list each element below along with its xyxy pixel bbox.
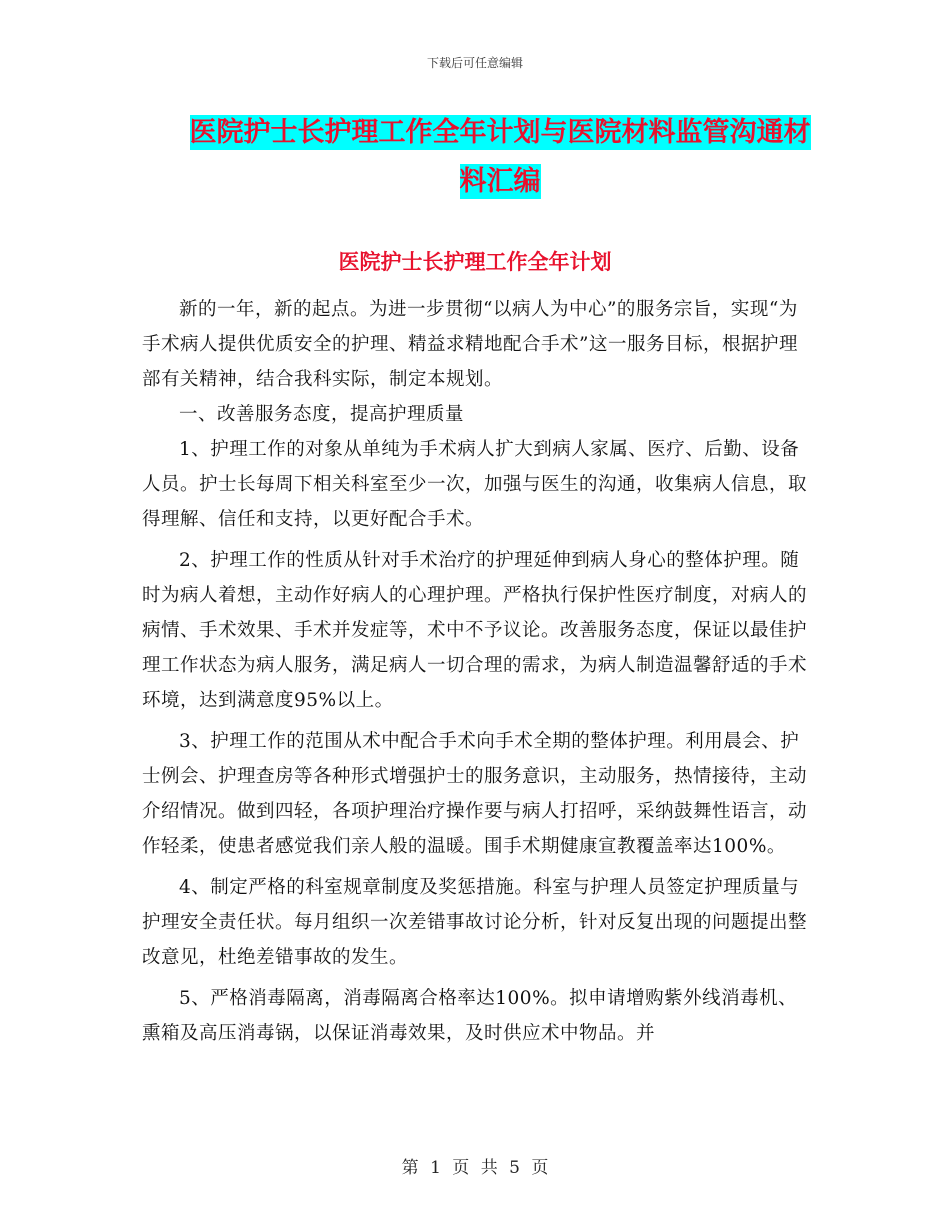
document-body xyxy=(142,292,810,1051)
paragraph-item-1: 1、护理工作的对象从单纯为手术病人扩大到病人家属、医疗、后勤、设备人员。护士长每周下相关科室至少一次，加强与医生的沟通，收集病人信息，取得理解、信任和支持，以更好配合手术。 xyxy=(142,439,808,530)
page-footer: 第 1 页 共 5 页 xyxy=(401,1158,549,1178)
paragraph-intro: 新的一年，新的起点。为进一步贯彻“以病人为中心”的服务宗旨，实现“为手术病人提供优质安全的护理、精益求精地配合手术”这一服务目标，根据护理部有关精神，结合我科实际，制定本规划。 xyxy=(142,299,798,390)
document-title xyxy=(185,108,815,206)
page-header: 下载后可任意编辑 xyxy=(426,56,523,70)
paragraph-heading-1: 一、改善服务态度，提高护理质量 xyxy=(179,404,465,425)
section-title: 医院护士长护理工作全年计划 xyxy=(338,249,612,274)
paragraph-item-3: 3、护理工作的范围从术中配合手术向手术全期的整体护理。利用晨会、护士例会、护理查房等各种形式增强护士的服务意识，主动服务，热情接待，主动介绍情况。做到四轻，各项护理治疗操作要与病人打招呼，采纳鼓舞性语言，动作轻柔，使患者感觉我们亲人般的温暖。围手术期健康宣教覆盖率达100%。 xyxy=(142,731,808,857)
document-title-text: 医院护士长护理工作全年计划与医院材料监管沟通材料汇编 xyxy=(189,117,811,197)
paragraph-item-4: 4、制定严格的科室规章制度及奖惩措施。科室与护理人员签定护理质量与护理安全责任状。每月组织一次差错事故讨论分析，针对反复出现的问题提出整改意见，杜绝差错事故的发生。 xyxy=(142,877,808,968)
paragraph-item-5: 5、严格消毒隔离，消毒隔离合格率达100%。拟申请增购紫外线消毒机、熏箱及高压消毒锅，以保证消毒效果，及时供应术中物品。并 xyxy=(142,988,798,1044)
paragraph-item-2: 2、护理工作的性质从针对手术治疗的护理延伸到病人身心的整体护理。随时为病人着想，主动作好病人的心理护理。严格执行保护性医疗制度，对病人的病情、手术效果、手术并发症等，术中不予议论。改善服务态度，保证以最佳护理工作状态为病人服务，满足病人一切合理的需求，为病人制造温馨舒适的手术环境，达到满意度95%以上。 xyxy=(142,550,808,711)
